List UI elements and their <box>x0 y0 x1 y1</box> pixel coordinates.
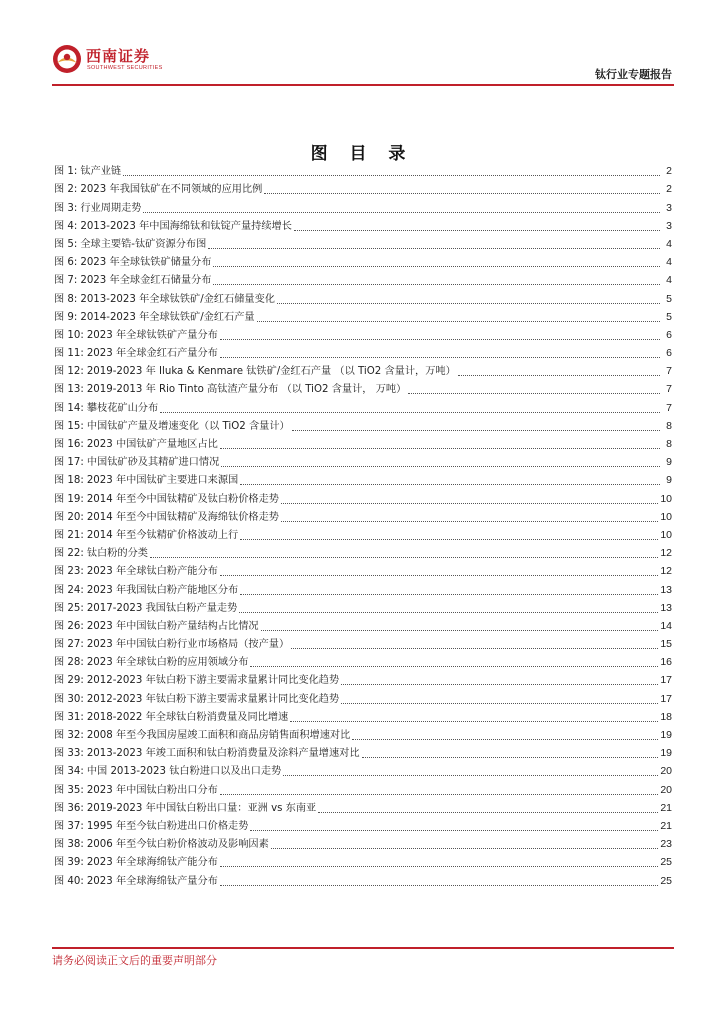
toc-dot-leader <box>220 356 660 358</box>
toc-entry-page: 25 <box>660 856 672 869</box>
toc-entry-number: 图 2: <box>54 184 78 196</box>
toc-dot-leader <box>220 447 660 449</box>
toc-entry-number: 图 37: <box>54 820 84 832</box>
toc-entry-page: 17 <box>660 674 672 687</box>
toc-entry-page: 7 <box>666 401 672 414</box>
toc-entry-title: 中国钛矿产量及增速变化（以 TiO2 含量计） <box>86 420 290 432</box>
toc-dot-leader <box>239 611 658 613</box>
toc-entry[interactable] <box>54 233 672 251</box>
toc-entry-title: 2023 年全球海绵钛产能分布 <box>86 857 218 869</box>
toc-dot-leader <box>318 811 658 813</box>
toc-entry-number: 图 5: <box>54 238 78 250</box>
toc-entry-number: 图 27: <box>54 639 84 651</box>
toc-entry-page: 5 <box>666 310 672 323</box>
toc-entry-number: 图 12: <box>54 366 84 378</box>
toc-entry-title: 中国钛矿砂及其精矿进口情况 <box>86 457 220 469</box>
toc-entry-number: 图 1: <box>54 166 78 178</box>
toc-entry-title: 2023 年中国钛矿主要进口来源国 <box>86 475 239 487</box>
toc-entry-page: 13 <box>660 601 672 614</box>
toc-entry-page: 21 <box>660 819 672 832</box>
toc-dot-leader <box>213 265 660 267</box>
toc-entry-title: 2023 年我国钛白粉产能地区分布 <box>86 584 239 596</box>
toc-entry-page: 18 <box>660 710 672 723</box>
toc-entry-number: 图 32: <box>54 730 84 741</box>
toc-dot-leader <box>160 411 660 413</box>
toc-entry-number: 图 31: <box>54 711 84 723</box>
toc-entry-title: 2023 年我国钛矿在不同领域的应用比例 <box>80 184 263 196</box>
toc-entry-number: 图 13: <box>54 384 84 396</box>
toc-dot-leader <box>240 593 658 595</box>
toc-entry-title: 2023 年全球钛白粉的应用领域分布 <box>86 657 249 669</box>
toc-entry-number: 图 6: <box>54 257 78 269</box>
toc-entry-page: 7 <box>666 383 672 396</box>
toc-dot-leader <box>257 320 660 322</box>
toc-entry-title: 2023 年全球海绵钛产量分布 <box>86 875 218 887</box>
toc-entry-page: 2 <box>666 183 672 196</box>
toc-entry-number: 图 25: <box>54 602 84 614</box>
header-divider <box>52 84 674 86</box>
toc-entry-number: 图 7: <box>54 275 78 287</box>
toc-entry-title: 2012-2023 年钛白粉下游主要需求量累计同比变化趋势 <box>86 693 340 705</box>
figure-list <box>54 160 672 888</box>
toc-dot-leader <box>458 374 660 376</box>
toc-entry[interactable] <box>54 742 672 760</box>
toc-entry-page: 16 <box>660 656 672 669</box>
toc-entry[interactable] <box>54 833 672 851</box>
toc-entry-title: 攀枝花矿山分布 <box>86 402 159 414</box>
toc-entry-number: 图 17: <box>54 457 84 469</box>
toc-entry[interactable] <box>54 524 672 542</box>
toc-dot-leader <box>290 720 658 722</box>
toc-entry-title: 2019-2023 年 Iluka & Kenmare 钛铁矿/金红石产量 （以 TiO2 含量计，万吨） <box>86 366 456 378</box>
toc-entry-page: 9 <box>666 456 672 469</box>
toc-dot-leader <box>123 174 660 176</box>
toc-entry[interactable] <box>54 797 672 815</box>
toc-entry-page: 8 <box>666 438 672 450</box>
toc-entry[interactable] <box>54 451 672 469</box>
toc-entry-number: 图 8: <box>54 293 78 305</box>
toc-entry-title: 2006 年至今钛白粉价格波动及影响因素 <box>86 839 269 851</box>
toc-entry-title: 2019-2013 年 Rio Tinto 高钛渣产量分布 （以 TiO2 含量计， 万吨） <box>86 384 407 396</box>
toc-entry-page: 17 <box>660 692 672 705</box>
toc-entry-number: 图 15: <box>54 420 84 432</box>
toc-entry-page: 4 <box>666 274 672 287</box>
toc-entry[interactable] <box>54 287 672 305</box>
toc-dot-leader <box>294 229 660 231</box>
toc-entry[interactable] <box>54 487 672 505</box>
toc-entry[interactable] <box>54 651 672 669</box>
toc-entry-title: 2023 年全球钛白粉产能分布 <box>86 566 218 578</box>
toc-entry[interactable] <box>54 469 672 487</box>
toc-entry-title: 2023 年全球金红石储量分布 <box>80 275 212 287</box>
toc-entry-title: 2013-2023 年全球钛铁矿/金红石储量变化 <box>80 293 275 305</box>
toc-entry-title: 中国 2013-2023 钛白粉进口以及出口走势 <box>86 766 282 778</box>
toc-entry-number: 图 22: <box>54 548 84 560</box>
toc-entry-number: 图 26: <box>54 620 84 632</box>
toc-entry-number: 图 4: <box>54 220 78 232</box>
toc-entry-title: 2018-2022 年全球钛白粉消费量及同比增速 <box>86 711 289 723</box>
toc-entry-title: 2023 年中国钛白粉出口分布 <box>86 784 218 796</box>
toc-dot-leader <box>150 556 658 558</box>
toc-entry[interactable] <box>54 669 672 687</box>
toc-entry-title: 2012-2023 年钛白粉下游主要需求量累计同比变化趋势 <box>86 675 340 687</box>
footer-divider <box>52 947 674 949</box>
toc-dot-leader <box>240 483 660 485</box>
toc-entry[interactable] <box>54 215 672 233</box>
toc-entry[interactable] <box>54 360 672 378</box>
toc-entry[interactable] <box>54 433 672 451</box>
brand-logo <box>52 44 192 76</box>
toc-entry-number: 图 35: <box>54 784 84 796</box>
toc-entry-number: 图 19: <box>54 493 84 505</box>
toc-dot-leader <box>220 338 660 340</box>
toc-dot-leader <box>281 520 658 522</box>
toc-entry[interactable] <box>54 760 672 778</box>
toc-dot-leader <box>220 574 658 576</box>
toc-entry[interactable] <box>54 269 672 287</box>
toc-entry-page: 12 <box>660 565 672 578</box>
toc-entry-number: 图 9: <box>54 311 78 323</box>
toc-entry-number: 图 20: <box>54 511 84 523</box>
toc-entry[interactable] <box>54 196 672 214</box>
toc-entry[interactable] <box>54 578 672 596</box>
toc-entry[interactable] <box>54 306 672 324</box>
toc-dot-leader <box>362 756 659 758</box>
toc-entry-title: 2008 年至今我国房屋竣工面积和商品房销售面积增速对比 <box>86 730 351 741</box>
toc-entry-number: 图 16: <box>54 439 84 450</box>
toc-entry-page: 12 <box>660 547 672 560</box>
toc-entry[interactable] <box>54 542 672 560</box>
toc-entry[interactable] <box>54 560 672 578</box>
toc-entry-page: 8 <box>666 419 672 432</box>
toc-entry-title: 1995 年至今钛白粉进出口价格走势 <box>86 820 249 832</box>
footer-notice: 请务必阅读正文后的重要声明部分 <box>52 954 217 967</box>
toc-entry-number: 图 34: <box>54 766 84 778</box>
toc-entry-number: 图 10: <box>54 329 84 341</box>
toc-entry-page: 10 <box>660 492 672 505</box>
toc-entry-page: 6 <box>666 347 672 360</box>
toc-dot-leader <box>281 502 658 504</box>
toc-entry-page: 4 <box>666 237 672 250</box>
toc-entry[interactable] <box>54 160 672 178</box>
toc-entry[interactable] <box>54 687 672 705</box>
toc-entry-page: 7 <box>666 365 672 378</box>
toc-entry-page: 25 <box>660 874 672 887</box>
toc-entry-title: 2017-2023 我国钛白粉产量走势 <box>86 602 238 614</box>
toc-entry-page: 5 <box>666 292 672 305</box>
toc-dot-leader <box>283 774 658 776</box>
toc-entry[interactable] <box>54 615 672 633</box>
toc-entry-title: 2019-2023 年中国钛白粉出口量：亚洲 vs 东南亚 <box>86 802 317 814</box>
brand-name-cn: 西南证券 <box>86 47 151 65</box>
toc-dot-leader <box>292 429 660 431</box>
report-type-label: 钛行业专题报告 <box>595 68 672 81</box>
toc-entry-number: 图 18: <box>54 475 84 487</box>
toc-entry-page: 21 <box>660 801 672 814</box>
toc-dot-leader <box>213 283 660 285</box>
toc-entry-title: 2023 年全球金红石产量分布 <box>86 348 218 360</box>
toc-entry-title: 钛白粉的分类 <box>86 548 148 560</box>
toc-entry[interactable] <box>54 506 672 524</box>
brand-emblem-icon <box>52 44 82 74</box>
toc-entry-page: 4 <box>666 256 672 269</box>
toc-entry-title: 2014 年至今中国钛精矿及钛白粉价格走势 <box>86 493 279 505</box>
toc-entry[interactable] <box>54 378 672 396</box>
toc-dot-leader <box>208 247 660 249</box>
toc-entry-page: 14 <box>660 619 672 632</box>
toc-entry-title: 2023 年中国钛白粉行业市场格局（按产量） <box>86 639 290 651</box>
toc-entry[interactable] <box>54 251 672 269</box>
toc-dot-leader <box>220 884 658 886</box>
toc-entry-title: 2014 年至今中国钛精矿及海绵钛价格走势 <box>86 511 279 523</box>
toc-entry-number: 图 36: <box>54 802 84 814</box>
toc-dot-leader <box>264 192 660 194</box>
toc-entry-number: 图 3: <box>54 202 78 214</box>
toc-dot-leader <box>352 738 658 740</box>
toc-entry-page: 10 <box>660 510 672 523</box>
toc-entry[interactable] <box>54 415 672 433</box>
toc-entry[interactable] <box>54 815 672 833</box>
toc-dot-leader <box>240 538 658 540</box>
toc-entry-title: 2014 年至今钛精矿价格波动上行 <box>86 529 239 541</box>
toc-entry[interactable] <box>54 851 672 869</box>
toc-entry-number: 图 28: <box>54 657 84 669</box>
toc-entry-page: 10 <box>660 528 672 541</box>
toc-entry-title: 2023 年全球钛铁矿产量分布 <box>86 329 218 341</box>
toc-dot-leader <box>408 392 660 394</box>
toc-entry-page: 20 <box>660 783 672 796</box>
toc-entry-page: 3 <box>666 201 672 214</box>
toc-entry-title: 全球主要锆-钛矿资源分布图 <box>80 238 207 250</box>
toc-entry[interactable] <box>54 324 672 342</box>
toc-entry-number: 图 30: <box>54 693 84 705</box>
toc-dot-leader <box>277 302 660 304</box>
toc-entry-page: 23 <box>660 838 672 851</box>
toc-entry[interactable] <box>54 724 672 742</box>
toc-entry-title: 钛产业链 <box>80 166 122 178</box>
toc-entry-number: 图 14: <box>54 402 84 414</box>
toc-entry-page: 15 <box>660 638 672 651</box>
toc-entry-page: 9 <box>666 474 672 487</box>
toc-entry-number: 图 33: <box>54 748 84 760</box>
toc-entry-title: 2023 年中国钛白粉产量结构占比情况 <box>86 620 259 632</box>
toc-dot-leader <box>291 647 658 649</box>
toc-entry[interactable] <box>54 778 672 796</box>
toc-entry-title: 2023 年全球钛铁矿储量分布 <box>80 257 212 269</box>
toc-dot-leader <box>220 793 658 795</box>
toc-dot-leader <box>261 629 659 631</box>
toc-entry-page: 19 <box>660 729 672 741</box>
page-title: 图 目 录 <box>310 144 414 165</box>
toc-entry-number: 图 29: <box>54 675 84 687</box>
toc-entry[interactable] <box>54 396 672 414</box>
toc-dot-leader <box>250 829 658 831</box>
toc-entry-page: 6 <box>666 328 672 341</box>
brand-name-en: SOUTHWEST SECURITIES <box>87 65 163 71</box>
toc-entry-page: 13 <box>660 583 672 596</box>
toc-entry-page: 3 <box>666 219 672 232</box>
toc-entry-title: 行业周期走势 <box>80 202 142 214</box>
toc-dot-leader <box>341 702 658 704</box>
toc-entry-number: 图 23: <box>54 566 84 578</box>
toc-entry-page: 2 <box>666 165 672 178</box>
toc-entry-title: 2013-2023 年中国海绵钛和钛锭产量持续增长 <box>80 220 292 232</box>
toc-entry-number: 图 38: <box>54 839 84 851</box>
toc-entry-title: 2013-2023 年竣工面积和钛白粉消费量及涂料产量增速对比 <box>86 748 360 760</box>
page-header <box>0 0 724 92</box>
toc-entry-title: 2023 中国钛矿产量地区占比 <box>86 439 218 450</box>
toc-entry[interactable] <box>54 597 672 615</box>
toc-dot-leader <box>250 665 658 667</box>
toc-entry-number: 图 39: <box>54 857 84 869</box>
toc-dot-leader <box>271 847 659 849</box>
toc-entry-number: 图 21: <box>54 529 84 541</box>
toc-dot-leader <box>341 683 658 685</box>
toc-entry-number: 图 40: <box>54 875 84 887</box>
toc-entry-page: 19 <box>660 747 672 760</box>
toc-entry[interactable] <box>54 342 672 360</box>
toc-dot-leader <box>220 865 658 867</box>
toc-entry[interactable] <box>54 706 672 724</box>
toc-entry[interactable] <box>54 633 672 651</box>
toc-entry-number: 图 24: <box>54 584 84 596</box>
toc-entry[interactable] <box>54 869 672 887</box>
toc-entry-page: 20 <box>660 765 672 778</box>
toc-dot-leader <box>221 465 660 467</box>
toc-entry[interactable] <box>54 178 672 196</box>
toc-dot-leader <box>143 211 660 213</box>
toc-entry-number: 图 11: <box>54 348 84 360</box>
toc-entry-title: 2014-2023 年全球钛铁矿/金红石产量 <box>80 311 255 323</box>
